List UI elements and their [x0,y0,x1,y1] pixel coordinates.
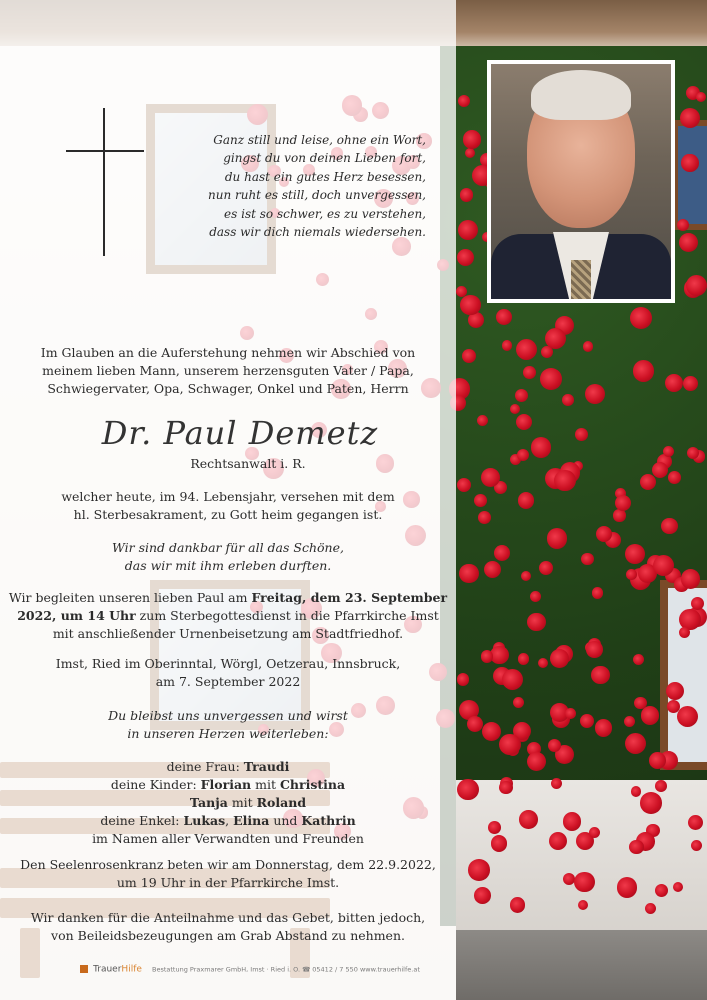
rose-blossom [691,597,704,610]
intro-text [0,344,456,398]
rosary-text [0,856,456,892]
rose-blossom [624,716,635,727]
rose-blossom [491,835,507,851]
poem-line: es ist so schwer, es zu verstehen, [224,206,426,221]
family-label: deine Frau: [166,759,244,774]
gratitude-line: von Beileidsbezeugungen am Grab Abstand zu nehmen. [51,928,405,943]
rose-blossom [625,544,645,564]
family-member: Kathrin [301,813,356,828]
gratitude-text [0,909,456,945]
rose-blossom [631,786,641,796]
rose-blossom [585,384,605,404]
rose-blossom [681,154,699,172]
rosary-line: um 19 Uhr in der Pfarrkirche Imst. [116,875,340,890]
rose-blossom [460,295,480,315]
rose-blossom [481,650,493,662]
family-children [0,776,456,794]
passing-line: hl. Sterbesakrament, zu Gott heim gegangen ist. [73,507,383,522]
rose-blossom [490,646,508,664]
rose-blossom [549,832,567,850]
rose-blossom [516,339,537,360]
house-window-right-upper [672,120,707,230]
rose-blossom [531,437,552,458]
rose-blossom [655,884,668,897]
rose-blossom [478,511,491,524]
trauerhilfe-logo-icon [80,965,88,973]
gratitude-line: Wir danken für die Anteilnahme und das Gebet, bitten jedoch, [30,910,426,925]
rose-blossom [518,653,529,664]
rose-blossom [680,108,700,128]
thanks-text [0,539,456,575]
family-member: Tanja [189,795,228,810]
rose-blossom [547,528,568,549]
rose-blossom [538,658,548,668]
rose-blossom [640,474,656,490]
poem-line: Ganz still und leise, ohne ein Wort, [213,133,426,147]
rose-blossom [629,840,643,854]
rose-blossom [681,569,700,588]
family-connector: , [225,813,234,828]
rose-blossom [673,882,683,892]
rose-blossom [494,545,510,561]
family-label: deine Kinder: [110,777,201,792]
intro-line: meinem lieben Mann, unserem herzensguten Vater / Papa, [42,363,414,378]
intro-line: Schwiegervater, Opa, Schwager, Onkel und Paten, Herrn [47,381,409,396]
family-connector: mit [227,795,257,810]
date-line: am 7. September 2022 [155,674,301,689]
profession [0,455,456,473]
rose-blossom [554,470,575,491]
family-connector: mit [251,777,280,792]
remember-line: Du bleibst uns unvergessen und wirst [108,708,348,723]
rose-blossom [581,553,594,566]
rose-blossom [519,810,538,829]
rose-blossom [661,518,677,534]
rose-blossom [521,571,531,581]
footer-brand-a: Trauer [93,964,122,974]
funeral-date: Freitag, dem 23. September [251,590,448,605]
rose-blossom [687,447,699,459]
deceased-name: Dr. Paul Demetz [101,414,379,452]
poem-line: gingst du von deinen Lieben fort, [223,151,426,166]
rose-blossom [574,872,595,893]
funeral-line: mit anschließender Urnenbeisetzung am Stadtfriedhof. [52,626,404,641]
rose-blossom [649,752,666,769]
rose-blossom [683,376,698,391]
rose-blossom [457,673,470,686]
footer [80,964,460,978]
remember-text [0,707,456,743]
rose-blossom [565,708,576,719]
rose-blossom [499,734,520,755]
rose-blossom [474,887,491,904]
rose-blossom [530,591,541,602]
funeral-text: Wir begleiten unseren lieben Paul am [8,590,252,605]
road [456,930,707,1000]
family-connector: und [269,813,302,828]
rose-blossom [563,812,582,831]
rose-blossom [540,368,562,390]
rose-blossom [460,188,474,202]
family-member: Traudi [243,759,290,774]
thanks-line: Wir sind dankbar für all das Schöne, [112,540,344,555]
rose-blossom [634,697,647,710]
rose-blossom [499,781,512,794]
family-wife [0,758,456,776]
passing-line: welcher heute, im 94. Lebensjahr, versehen mit dem [61,489,395,504]
rosary-line: Den Seelenrosenkranz beten wir am Donnerstag, dem 22.9.2022, [20,857,436,872]
rose-blossom [591,666,609,684]
family-member: Elina [233,813,270,828]
rose-blossom [462,349,476,363]
family-children-2 [0,794,456,812]
family-grandchildren [0,812,456,830]
rose-blossom [668,471,681,484]
family-list [0,758,456,848]
thanks-line: das wir mit ihm erleben durften. [124,558,332,573]
passing-text [0,488,456,524]
rose-blossom [523,366,536,379]
portrait-tie [571,260,591,299]
rose-blossom [630,307,652,329]
rose-blossom [686,275,707,296]
remember-line: in unseren Herzen weiterleben: [127,726,329,741]
family-member: Lukas [183,813,226,828]
rose-blossom [459,564,479,584]
rose-blossom [515,389,528,402]
funeral-details [0,589,456,643]
poem-line: nun ruht es still, doch unvergessen, [207,188,426,203]
place-line: Imst, Ried im Oberinntal, Wörgl, Oetzerau, Innsbruck, [55,656,401,671]
rose-blossom [488,821,501,834]
funeral-text: zum Sterbegottesdienst in die Pfarrkirche Imst [135,608,439,623]
rose-blossom [592,587,603,598]
rose-blossom [539,561,553,575]
rose-blossom [580,714,594,728]
rose-blossom [586,641,603,658]
rose-blossom [633,360,654,381]
family-member: Christina [279,777,346,792]
rose-blossom [468,859,490,881]
rose-blossom [641,706,659,724]
footer-brand [93,965,142,975]
rose-blossom [583,341,593,351]
rose-blossom [575,428,588,441]
rose-blossom [474,494,487,507]
portrait-hair [531,70,631,120]
funeral-line [0,589,456,607]
family-label: deine Enkel: [100,813,184,828]
rose-blossom [679,627,690,638]
rose-blossom [562,394,574,406]
rose-blossom [457,779,479,801]
rose-blossom [595,719,613,737]
rose-blossom [516,414,532,430]
rose-blossom [613,509,625,521]
rose-blossom [518,492,534,508]
rose-blossom [510,404,520,414]
intro-line: Im Glauben an die Auferstehung nehmen wir Abschied von [40,345,416,360]
rose-blossom [625,733,646,754]
rose-blossom [510,897,526,913]
rose-blossom [655,780,667,792]
rose-blossom [626,569,637,580]
poem-line: dass wir dich niemals wiedersehen. [209,225,426,240]
funeral-line [0,607,456,625]
rose-blossom [696,92,706,102]
family-member: Florian [200,777,252,792]
rose-blossom [527,613,546,632]
poem-line: du hast ein gutes Herz besessen, [224,169,426,184]
rose-blossom [653,555,674,576]
family-others: im Namen aller Verwandten und Freunden [92,831,364,846]
funeral-time: 2022, um 14 Uhr [17,608,136,623]
profession-line: Rechtsanwalt i. R. [190,456,306,471]
portrait-photo [487,60,675,303]
poem [200,131,426,241]
place-date [0,655,456,691]
rose-blossom [496,309,512,325]
footer-info: Bestattung Praxmarer GmbH, Imst · Ried i. O. ☎ 05412 / 7 550 www.trauerhilfe.at [151,965,420,974]
footer-brand-b: Hilfe [121,964,142,974]
rose-blossom [640,792,662,814]
family-member: Roland [256,795,307,810]
